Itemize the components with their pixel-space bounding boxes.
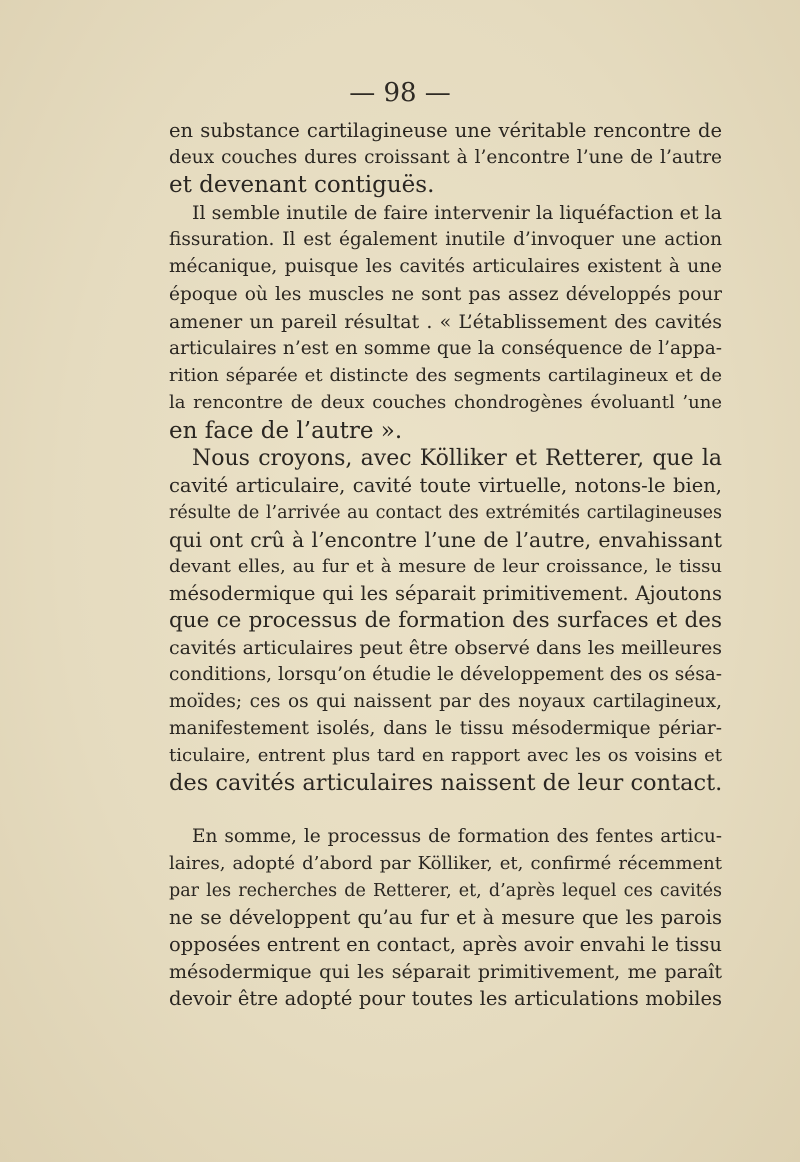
text-line: mécanique, puisque les cavités articulaires existent à une [169, 256, 722, 277]
text-line: mésodermique qui les séparait primitivement, me paraît [169, 961, 722, 983]
text-line: mésodermique qui les séparait primitivement. Ajoutons [169, 582, 722, 605]
text-line: opposées entrent en contact, après avoir envahi le tissu [169, 933, 722, 956]
text-line: en face de l’autre ». [169, 418, 403, 444]
text-line: ticulaire, entrent plus tard en rapport avec les os voisins et [169, 745, 722, 766]
text-line: qui ont crû à l’encontre l’une de l’autre, envahissant [169, 528, 722, 552]
text-line: en substance cartilagineuse une véritable rencontre de [169, 119, 722, 142]
text-line: la rencontre de deux couches chondrogènes évoluantl ’une [169, 392, 722, 413]
text-line: moïdes; ces os qui naissent par des noyaux cartilagineux, [169, 691, 722, 712]
text-line: des cavités articulaires naissent de leur contact. [169, 770, 722, 796]
text-line: amener un pareil résultat . « L’établissement des cavités [169, 311, 722, 333]
text-line: que ce processus de formation des surfaces et des [169, 608, 722, 633]
text-line: manifestement isolés, dans le tissu mésodermique périar- [169, 718, 722, 739]
text-line: En somme, le processus de formation des fentes articu- [192, 826, 722, 847]
text-line: Il semble inutile de faire intervenir la liquéfaction et la [192, 202, 722, 224]
text-line: cavité articulaire, cavité toute virtuelle, notons-le bien, [169, 474, 722, 497]
text-line: résulte de l’arrivée au contact des extrémités cartilagineuses [169, 503, 722, 523]
text-line: devant elles, au fur et à mesure de leur croissance, le tissu [169, 556, 722, 577]
text-line: laires, adopté d’abord par Kölliker, et, confirmé récemment [169, 853, 722, 874]
text-line: fissuration. Il est également inutile d’invoquer une action [169, 229, 722, 250]
text-line: Nous croyons, avec Kölliker et Retterer, que la [192, 446, 722, 471]
text-line: et devenant contiguës. [169, 172, 435, 198]
text-line: deux couches dures croissant à l’encontre l’une de l’autre [169, 147, 722, 168]
text-line: ne se développent qu’au fur et à mesure que les parois [169, 906, 722, 929]
text-line: devoir être adopté pour toutes les articulations mobiles [169, 987, 722, 1010]
text-line: cavités articulaires peut être observé dans les meilleures [169, 637, 722, 659]
text-line: époque où les muscles ne sont pas assez développés pour [169, 284, 722, 305]
text-line: rition séparée et distincte des segments cartilagineux et de [169, 365, 722, 386]
page-number: — 98 — [349, 78, 451, 108]
text-line: articulaires n’est en somme que la conséquence de l’appa- [169, 338, 722, 359]
text-line: par les recherches de Retterer, et, d’après lequel ces cavités [169, 881, 722, 901]
text-line: conditions, lorsqu’on étudie le développement des os sésa- [169, 664, 722, 685]
